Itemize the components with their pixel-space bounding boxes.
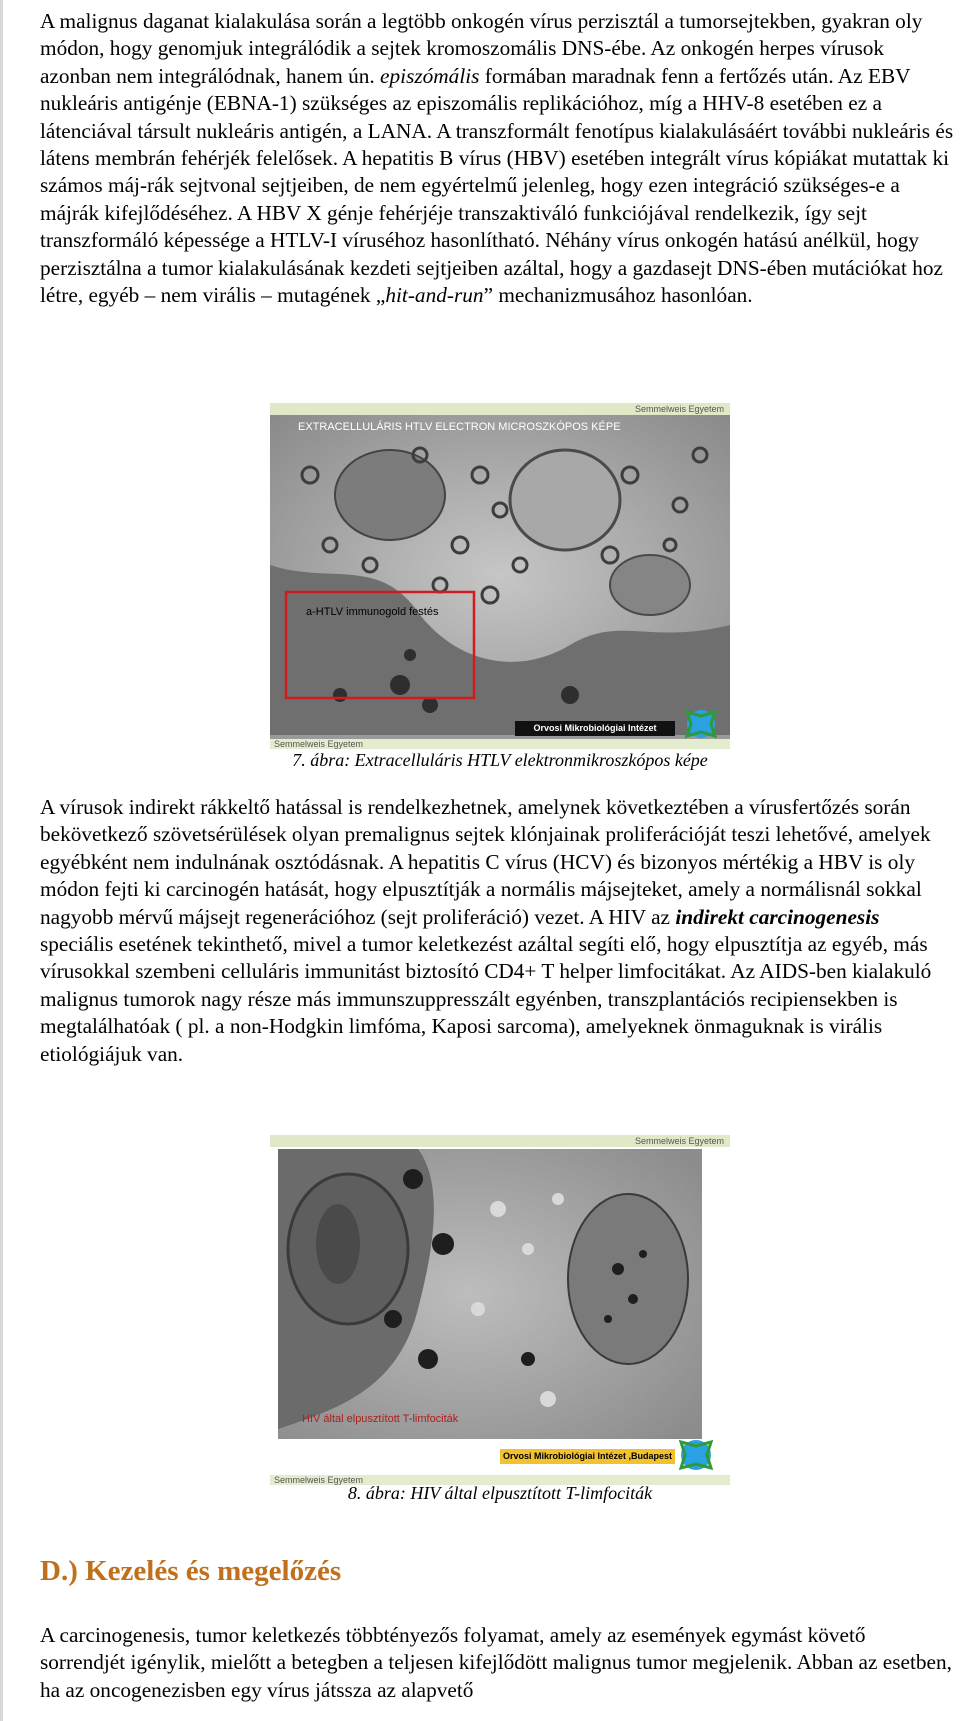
paragraph-carcinogenesis: A carcinogenesis, tumor keletkezés többtényezős folyamat, amely az események egymást követő sorrendjét igénylik, mielőtt a betegben a teljesen kifejlődött malignus tumor megjelenik. Abban az esetben, ha az oncogenezisben egy vírus játssza az alapvető — [40, 1623, 952, 1702]
image-header-label-2: Semmelweis Egyetem — [634, 1136, 724, 1146]
micrograph-htlv — [270, 415, 730, 735]
figure-8 — [270, 1135, 730, 1505]
micrograph-hiv — [278, 1149, 702, 1439]
figure-8-caption: 8. ábra: HIV által elpusztított T-limfociták — [347, 1483, 653, 1503]
term-hit-and-run: hit-and-run — [385, 283, 484, 308]
figure-7 — [270, 403, 730, 778]
para1-text-a: A malignus daganat kialakulása során a legtöbb onkogén vírus perzisztál a tumorsejtekben, gyakran oly módon, hogy genomjuk integrálódik a sejtek kromoszomális DNS-ébe. Az onkogén herpes vírusok azonban nem integrálódnak, hanem ún. — [40, 9, 923, 88]
immunogold-box-label: a-HTLV immunogold festés — [306, 606, 439, 618]
paragraph-indirect-carcinogenesis — [40, 794, 955, 1068]
term-episomalis: episzómális — [380, 63, 480, 88]
left-page-rule — [0, 0, 3, 1721]
image-footer-label-2: Semmelweis Egyetem — [274, 1475, 364, 1485]
image-header-label: Semmelweis Egyetem — [634, 404, 724, 414]
institute-logo-icon-2 — [678, 1437, 714, 1473]
para1-text-c: ” mechanizmusához hasonlóan. — [483, 283, 753, 308]
figure-7-caption: 7. ábra: Extracelluláris HTLV elektronmikroszkópos képe — [292, 750, 708, 770]
para2-text-b: speciális esetének tekinthető, mivel a tumor keletkezést azáltal segíti elő, hogy elpusztítja az egyéb, más vírusokkal szembeni celluláris immunitást biztosító CD4+ T helper limfocitákat. Az AIDS-ben kialakuló malignus tumorok nagy része más immunszuppresszált egyénben, transzplantációs recipiensekben is megtalálhatóak ( pl. a non-Hodgkin limfóma, Kaposi sarcoma), amelyeknek önmaguknak is virális etiológiájuk van. — [40, 932, 932, 1066]
institute-bar: Orvosi Mikrobiológiai Intézet — [515, 721, 675, 736]
hiv-em-image — [270, 1135, 730, 1485]
image-footer-label: Semmelweis Egyetem — [274, 739, 364, 749]
institute-bar-2: Orvosi Mikrobiológiai Intézet ,Budapest — [500, 1449, 675, 1464]
overlay-title: EXTRACELLULÁRIS HTLV ELECTRON MICROSZKÓPOS KÉPE — [298, 421, 621, 433]
htlv-em-image — [270, 403, 730, 749]
para2-text-a: A vírusok indirekt rákkeltő hatással is rendelkezhetnek, amelynek következtében a vírusfertőzés során bekövetkező szövetsérülések olyan premalignus sejtek klónjainak proliferációját teszi lehetővé, amelyek egyébként nem indulnának osztódásnak. A hepatitis C vírus (HCV) és bizonyos mértékig a HBV is oly módon fejti ki carcinogén hatását, hogy elpusztítják a normális májsejteket, amely a normálisnál sokkal nagyobb mérvű májsejt regenerációhoz (sejt proliferáció) vezet. A HIV az — [40, 795, 931, 929]
para1-text-b: formában maradnak fenn a fertőzés után. Az EBV nukleáris antigénje (EBNA-1) szükséges az episzomális replikációhoz, míg a HHV-8 esetében ez a látenciával társult nukleáris antigén, a LANA. A transzformált fenotípus kialakulásáért további nukleáris és látens membrán fehérjék felelősek. A hepatitis B vírus (HBV) esetében integrált vírus kópiákat mutattak ki számos máj-rák sejtvonal sejtjeiben, de nem egyértelmű jelenleg, hogy ezen integráció szükséges-e a májrák kifejlődéséhez. A HBV X génje fehérjéje transzaktiváló funkciójával rendelkezik, így sejt transzformáló képessége a HTLV-I víruséhoz hasonlítható. Néhány vírus onkogén hatású anélkül, hogy perzisztálna a tumor kialakulásának kezdeti sejtjeiben azáltal, hogy a gazdasejt DNS-ében mutációkat hoz létre, egyéb – nem virális – mutagének „ — [40, 63, 954, 308]
hiv-overlay-label: HIV által elpusztított T-limfociták — [302, 1413, 459, 1425]
institute-logo-icon — [684, 707, 718, 741]
section-heading-treatment: D.) Kezelés és megelőzés — [40, 1555, 342, 1587]
paragraph-oncogenic-persistence — [40, 8, 955, 309]
term-indirekt-carcinogenesis: indirekt carcinogenesis — [675, 904, 880, 929]
